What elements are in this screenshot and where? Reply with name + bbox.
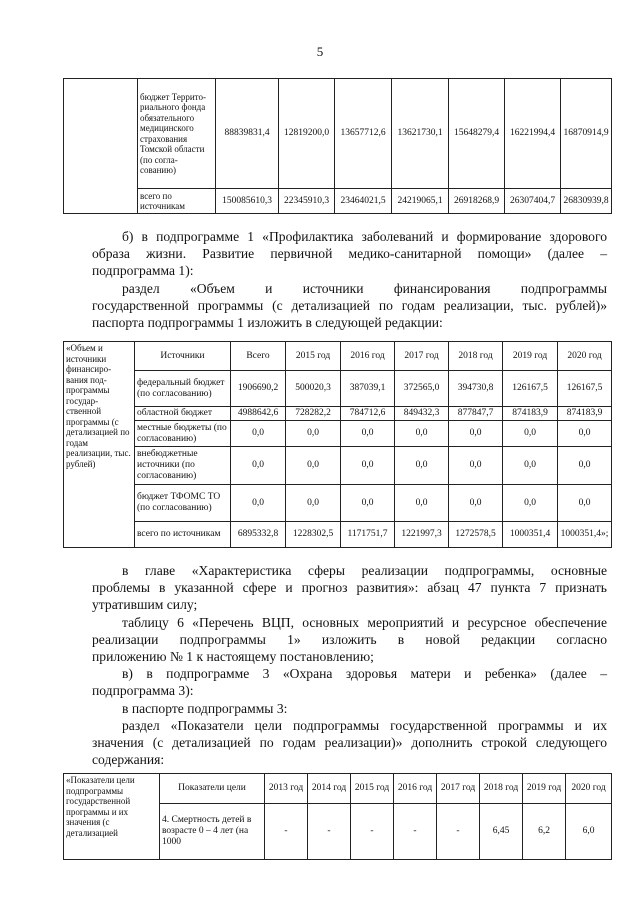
value-cell: -: [265, 804, 308, 860]
header-year: 2016 год: [341, 342, 395, 371]
value-cell: 0,0: [286, 447, 341, 485]
value-cell: 0,0: [558, 485, 612, 522]
value-cell: 394730,8: [449, 371, 503, 407]
text-line: образа жизни. Развитие первичной медико-санитарной помощи» (далее –: [92, 246, 607, 262]
table-row: [64, 522, 612, 548]
text-line: раздел «Показатели цели подпрограммы государственной программы и их: [122, 717, 607, 733]
text-line: утратившим силу;: [92, 597, 198, 613]
value-cell: 0,0: [231, 421, 286, 447]
row-label: бюджет ТФОМС ТО (по согласованию): [135, 485, 231, 522]
value-cell: 0,0: [231, 447, 286, 485]
page-number: 5: [316, 44, 324, 59]
text-line: б) в подпрограмме 1 «Профилактика заболеваний и формирование здорового: [122, 229, 607, 244]
row-label: 4. Смертность детей в возрасте 0 – 4 лет (на 1000: [160, 804, 265, 860]
table-row: [64, 189, 612, 214]
row-label: федеральный бюджет (по согласованию): [135, 371, 231, 407]
value-cell: 1171751,7: [341, 522, 395, 548]
value-cell: 0,0: [449, 485, 503, 522]
table-funding-subprogram-1: [63, 341, 612, 548]
header-year: 2015 год: [286, 342, 341, 371]
value-cell: 26307404,7: [505, 189, 561, 214]
row-label: областной бюджет: [135, 407, 231, 421]
value-cell: -: [308, 804, 351, 860]
value-cell: 0,0: [286, 421, 341, 447]
table-budget-continuation: [63, 78, 612, 214]
table-header-row: [64, 774, 612, 804]
text-line: государственной программы (с детализацией по годам реализации, тыс. рублей)»: [92, 297, 607, 313]
value-cell: 877847,7: [449, 407, 503, 421]
row-label: всего по источникам: [138, 189, 216, 214]
value-cell: 6,45: [480, 804, 523, 860]
value-cell: 6895332,8: [231, 522, 286, 548]
value-cell: 26918268,9: [449, 189, 505, 214]
side-label: «Показатели цели подпрограммы государственной программы и их значения (с детализацией: [64, 774, 160, 860]
text-line: содержания:: [92, 752, 165, 768]
paragraph-subprogram-1: [92, 228, 607, 331]
value-cell: 0,0: [558, 421, 612, 447]
value-cell: -: [351, 804, 394, 860]
header-year: 2016 год: [394, 774, 437, 804]
text-line: значения (с детализацией по годам реализации)» дополнить строкой следующего: [92, 735, 607, 751]
value-cell: 13621730,1: [392, 79, 449, 189]
value-cell: 874183,9: [503, 407, 558, 421]
value-cell: 24219065,1: [392, 189, 449, 214]
table-row: [64, 371, 612, 407]
value-cell: 849432,3: [395, 407, 449, 421]
value-cell: 15648279,4: [449, 79, 505, 189]
row-label: всего по источникам: [135, 522, 231, 548]
table-empty-cell: [64, 79, 138, 214]
value-cell: 0,0: [558, 447, 612, 485]
header-indicators: Показатели цели: [160, 774, 265, 804]
header-year: 2017 год: [395, 342, 449, 371]
row-label: бюджет Террито-риального фонда обязательного медицинского страхования Томской области (по согла-сованию): [138, 79, 216, 189]
value-cell: 16221994,4: [505, 79, 561, 189]
value-cell: 150085610,3: [216, 189, 279, 214]
row-label: внебюджетные источники (по согласованию): [135, 447, 231, 485]
value-cell: 0,0: [395, 485, 449, 522]
value-cell: 500020,3: [286, 371, 341, 407]
value-cell: 0,0: [449, 447, 503, 485]
value-cell: 0,0: [341, 447, 395, 485]
text-line: таблицу 6 «Перечень ВЦП, основных мероприятий и ресурсное обеспечение: [122, 614, 607, 630]
table-indicators-subprogram-3: [63, 773, 612, 860]
header-year: 2019 год: [503, 342, 558, 371]
header-year: 2020 год: [566, 774, 612, 804]
text-line: проблемы в указанной сфере и прогноз развития»: абзац 47 пункта 7 признать: [92, 580, 607, 596]
header-year: 2019 год: [523, 774, 566, 804]
table-row: [64, 447, 612, 485]
text-line: реализации подпрограммы 1» изложить в новой редакции согласно: [92, 631, 607, 647]
side-label: «Объем и источники финансиро-вания под-программы государ-ственной программы (с детализацией по годам реализации, тыс. рублей): [64, 342, 135, 548]
value-cell: 874183,9: [558, 407, 612, 421]
value-cell: 0,0: [341, 421, 395, 447]
value-cell: 16870914,9: [561, 79, 612, 189]
header-year: 2020 год: [558, 342, 612, 371]
value-cell: 0,0: [395, 421, 449, 447]
header-year: 2018 год: [480, 774, 523, 804]
value-cell: 6,0: [566, 804, 612, 860]
value-cell: 1000351,4: [503, 522, 558, 548]
value-cell: 0,0: [503, 447, 558, 485]
value-cell: 0,0: [395, 447, 449, 485]
value-cell: 13657712,6: [335, 79, 392, 189]
value-cell: 126167,5: [558, 371, 612, 407]
header-year: 2014 год: [308, 774, 351, 804]
value-cell: 6,2: [523, 804, 566, 860]
value-cell: 0,0: [503, 421, 558, 447]
value-cell: 372565,0: [395, 371, 449, 407]
text-line: в) в подпрограмме 3 «Охрана здоровья матери и ребенка» (далее –: [122, 666, 607, 682]
value-cell: 1228302,5: [286, 522, 341, 548]
value-cell: 0,0: [231, 485, 286, 522]
table-header-row: [64, 342, 612, 371]
value-cell: 0,0: [503, 485, 558, 522]
value-cell: 387039,1: [341, 371, 395, 407]
text-line: раздел «Объем и источники финансирования подпрограммы: [122, 280, 607, 296]
text-line: в паспорте подпрограммы 3:: [122, 700, 288, 716]
value-cell: 728282,2: [286, 407, 341, 421]
paragraph-amendments: [92, 562, 607, 768]
header-total: Всего: [231, 342, 286, 371]
value-cell: 23464021,5: [335, 189, 392, 214]
table-row: [64, 421, 612, 447]
header-year: 2015 год: [351, 774, 394, 804]
value-cell: 1000351,4»;: [558, 522, 612, 548]
value-cell: 26830939,8: [561, 189, 612, 214]
value-cell: 88839831,4: [216, 79, 279, 189]
text-line: в главе «Характеристика сферы реализации подпрограммы, основные: [122, 563, 607, 578]
header-year: 2018 год: [449, 342, 503, 371]
value-cell: 126167,5: [503, 371, 558, 407]
value-cell: 12819200,0: [279, 79, 335, 189]
table-row: [64, 485, 612, 522]
row-label: местные бюджеты (по согласованию): [135, 421, 231, 447]
text-line: подпрограмма 3):: [92, 683, 194, 699]
value-cell: 0,0: [341, 485, 395, 522]
value-cell: 0,0: [286, 485, 341, 522]
value-cell: 1272578,5: [449, 522, 503, 548]
table-row: [64, 407, 612, 421]
value-cell: 0,0: [449, 421, 503, 447]
value-cell: 1221997,3: [395, 522, 449, 548]
value-cell: 1906690,2: [231, 371, 286, 407]
header-year: 2013 год: [265, 774, 308, 804]
value-cell: 4988642,6: [231, 407, 286, 421]
header-year: 2017 год: [437, 774, 480, 804]
text-line: приложению № 1 к настоящему постановлению;: [92, 649, 374, 665]
table-row: [64, 79, 612, 189]
header-sources: Источники: [135, 342, 231, 371]
value-cell: 22345910,3: [279, 189, 335, 214]
value-cell: -: [437, 804, 480, 860]
text-line: паспорта подпрограммы 1 изложить в следующей редакции:: [92, 315, 443, 331]
text-line: подпрограмма 1):: [92, 263, 194, 279]
value-cell: 784712,6: [341, 407, 395, 421]
value-cell: -: [394, 804, 437, 860]
